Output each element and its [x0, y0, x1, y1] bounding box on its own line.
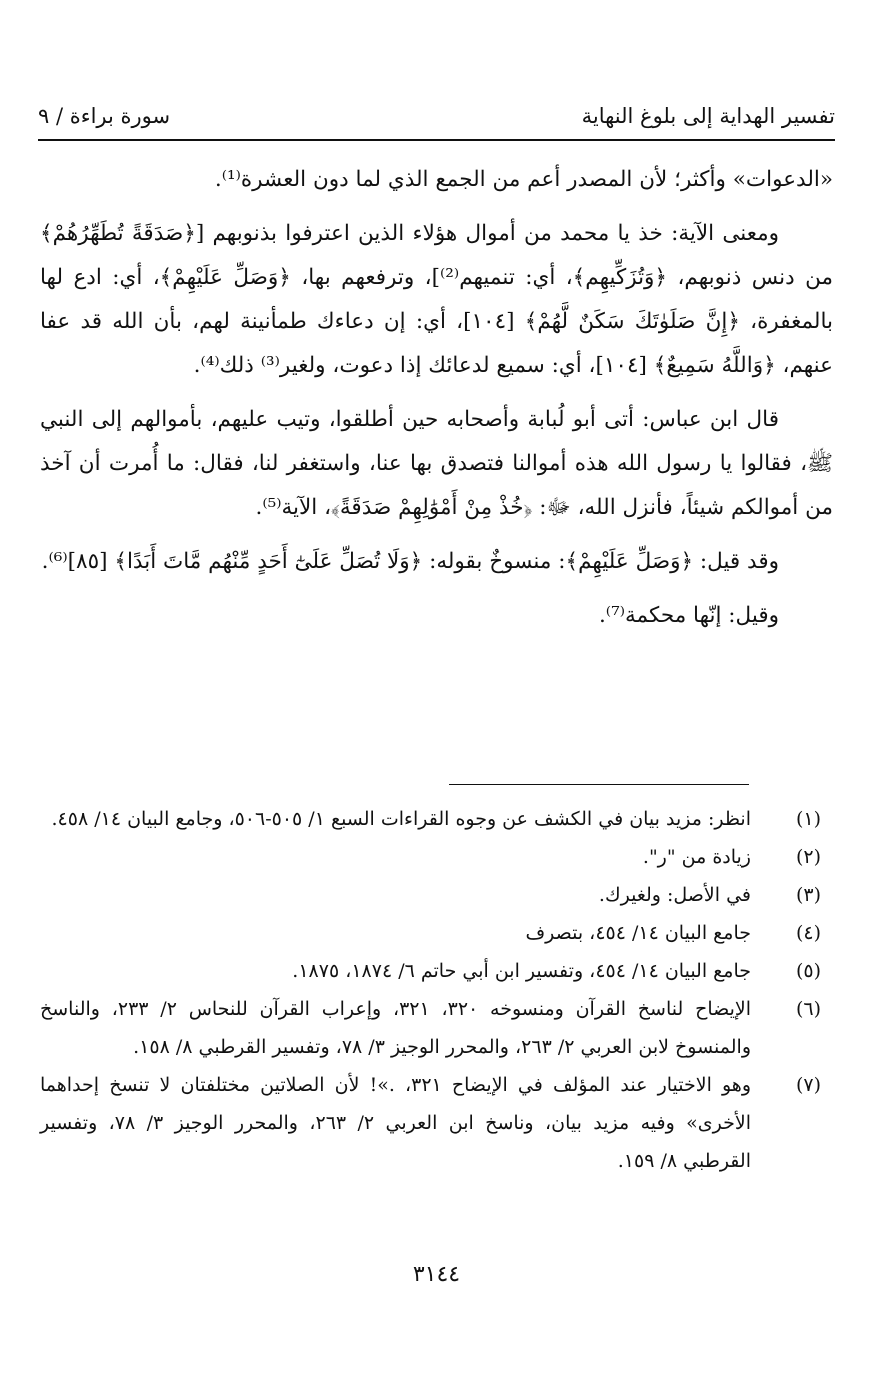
paragraph-2: ومعنى الآية: خذ يا محمد من أموال هؤلاء الذين اعترفوا بذنوبهم [﴿صَدَقَةً تُطَهِّرُهُمْ﴾ من دنس ذنوبهم، ﴿وَتُزَكِّيهِم﴾، أي: تنميهم⁽²⁾]، وترفعهم بها، ﴿وَصَلِّ عَلَيْهِمْ﴾، أي: ادع لها بالمغفرة، ﴿إِنَّ صَلَوٰتَكَ سَكَنٌ لَّهُمْ﴾ [١٠٤]، أي: إن دعاءك طمأنينة لهم، بأن الله قد عفا عنهم، ﴿وَاللَّهُ سَمِيعٌ﴾ [١٠٤]، أي: سميع لدعائك إذا دعوت، ولغير⁽³⁾ ذلك⁽⁴⁾.: [40, 221, 833, 378]
footnote: [40, 838, 833, 876]
footnote-text: جامع البيان ١٤/ ٤٥٤، بتصرف: [525, 922, 751, 944]
footnote-text: زيادة من "ر".: [642, 846, 751, 868]
footnote: [40, 800, 833, 838]
paragraph-1: «الدعوات» وأكثر؛ لأن المصدر أعم من الجمع الذي لما دون العشرة⁽¹⁾.: [214, 167, 833, 192]
footnote-text: جامع البيان ١٤/ ٤٥٤، وتفسير ابن أبي حاتم ٦/ ١٨٧٤، ١٨٧٥.: [292, 960, 751, 982]
running-header: [38, 100, 835, 134]
footnotes: [40, 800, 833, 1180]
footnote: [40, 990, 833, 1066]
footnote-number: (٥): [795, 960, 821, 982]
chapter-label: سورة براءة / ٩: [38, 104, 171, 128]
main-text: [40, 158, 833, 638]
footnote-text: انظر: مزيد بيان في الكشف عن وجوه القراءات السبع ١/ ٥٠٥-٥٠٦، وجامع البيان ١٤/ ٤٥٨.: [51, 808, 751, 830]
paragraph-3: قال ابن عباس: أتى أبو لُبابة وأصحابه حين أطلقوا، وتيب عليهم، بأموالهم إلى النبي ﷺ، فقالوا يا رسول الله هذه أموالنا فتصدق بها عنا، واستغفر لنا، فقال: ما أُمرت أن آخذ من أموالكم شيئاً، فأنزل الله، ﷻ: ﴿خُذْ مِنْ أَمْوَٰلِهِمْ صَدَقَةً﴾، الآية⁽⁵⁾.: [40, 407, 833, 520]
footnote-number: (٣): [795, 884, 821, 906]
footnote: [40, 952, 833, 990]
footnote-number: (٢): [795, 846, 821, 868]
footnote: [40, 1066, 833, 1180]
footnote-text: في الأصل: ولغيرك.: [598, 884, 751, 906]
footnote-number: (٧): [795, 1074, 821, 1096]
footnote-text: وهو الاختيار عند المؤلف في الإيضاح ٣٢١، .»! لأن الصلاتين مختلفتان لا تنسخ إحداهما الأخرى» وفيه مزيد بيان، وناسخ ابن العربي ٢/ ٢٦٣، والمحرر الوجيز ٣/ ٧٨، وتفسير القرطبي ٨/ ١٥٩.: [40, 1074, 751, 1172]
page-number: ٣١٤٤: [412, 1262, 461, 1287]
footnote: [40, 914, 833, 952]
footnote: [40, 876, 833, 914]
footnote-divider: [449, 784, 749, 785]
book-title: تفسير الهداية إلى بلوغ النهاية: [581, 104, 835, 128]
paragraph-5: وقيل: إنّها محكمة⁽⁷⁾.: [598, 603, 779, 628]
header-divider: [38, 139, 835, 141]
footnote-text: الإيضاح لناسخ القرآن ومنسوخه ٣٢٠، ٣٢١، وإعراب القرآن للنحاس ٢/ ٢٣٣، والناسخ والمنسوخ لابن العربي ٢/ ٢٦٣، والمحرر الوجيز ٣/ ٧٨، وتفسير القرطبي ٨/ ١٥٨.: [40, 998, 751, 1058]
footnote-number: (٦): [795, 998, 821, 1020]
footnote-number: (١): [795, 808, 821, 830]
footnote-number: (٤): [795, 922, 821, 944]
paragraph-4: وقد قيل: ﴿وَصَلِّ عَلَيْهِمْ﴾: منسوخٌ بقوله: ﴿وَلَا تُصَلِّ عَلَىٰٓ أَحَدٍ مِّنْهُم مَّاتَ أَبَدًا﴾ [٨٥]⁽⁶⁾.: [41, 549, 779, 574]
